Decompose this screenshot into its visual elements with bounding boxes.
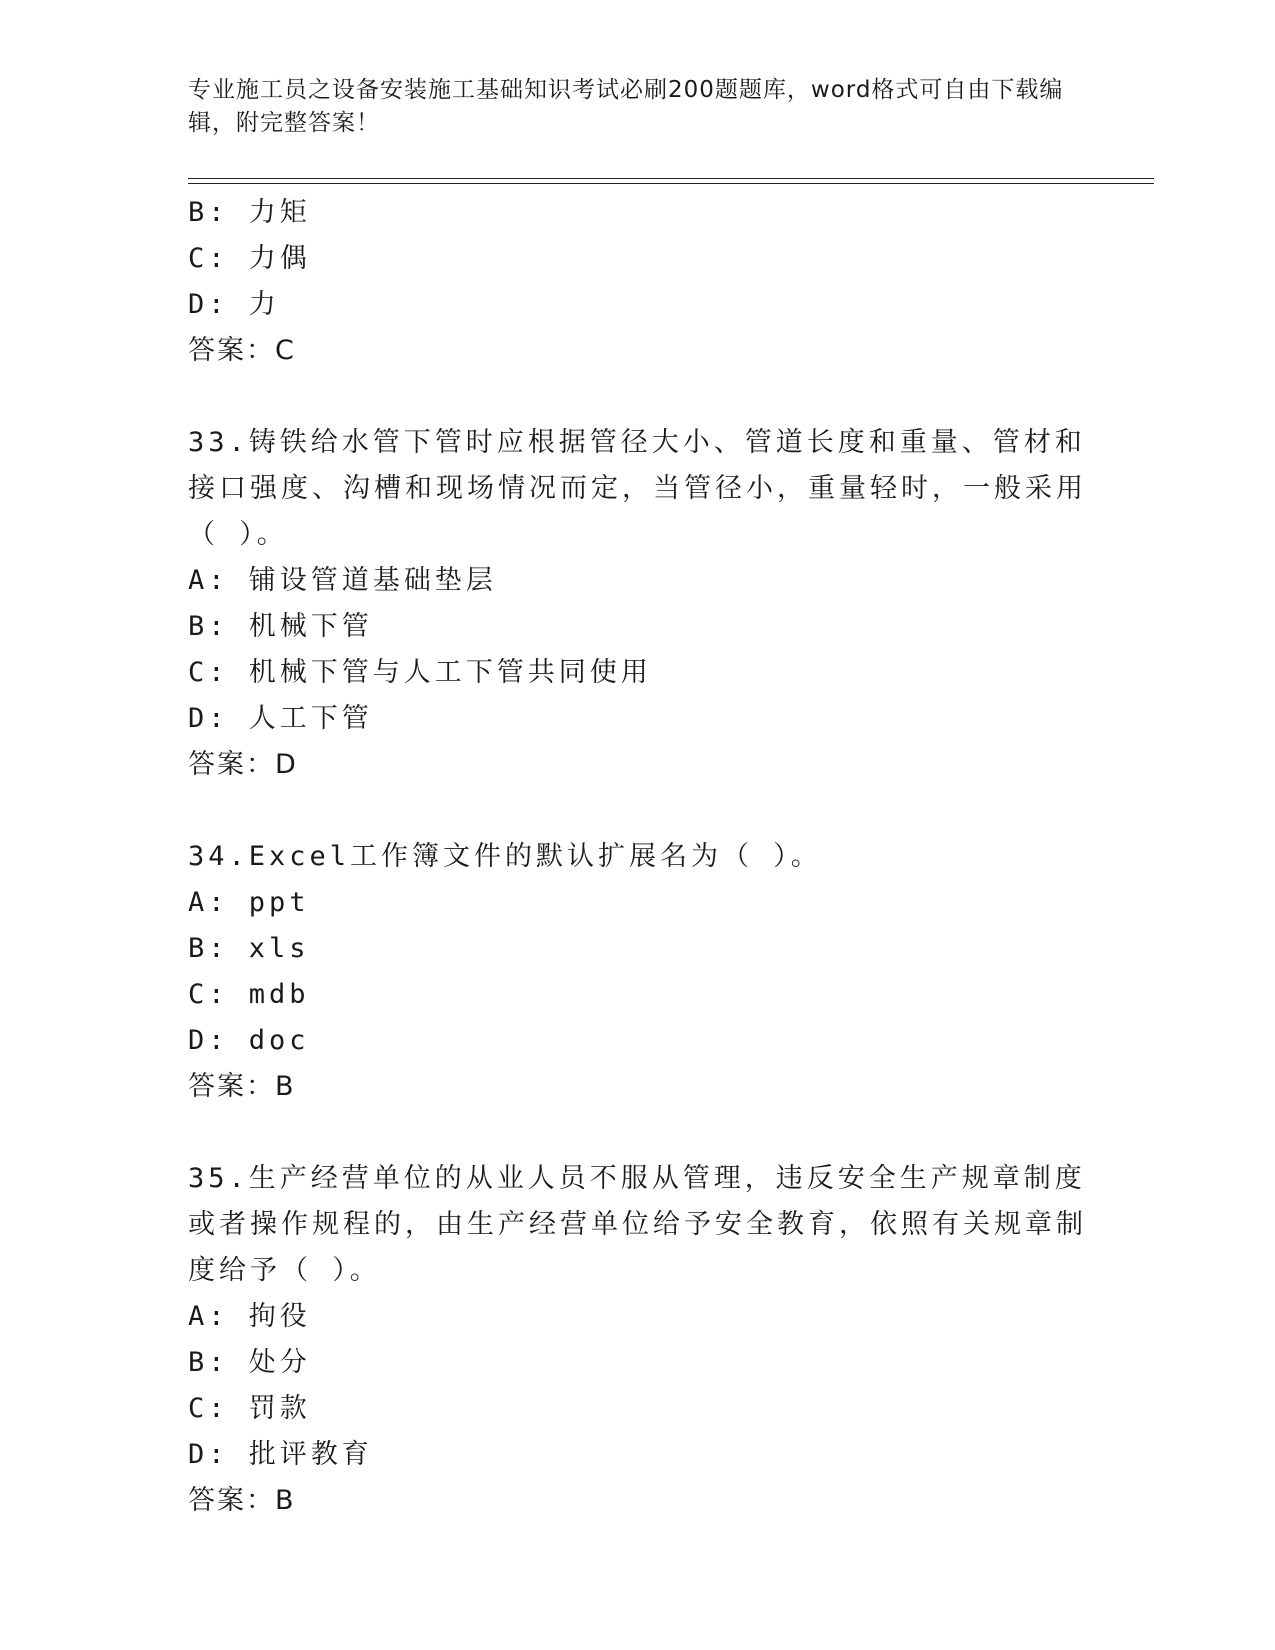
option-d: D: 力 [188, 289, 280, 320]
question-32-tail [188, 190, 1088, 374]
question-list [188, 190, 1088, 1524]
option-c: C: mdb [188, 979, 310, 1010]
spacer [188, 1110, 1088, 1156]
option-c: C: 力偶 [188, 243, 311, 274]
option-b: B: 处分 [188, 1347, 311, 1378]
option-d: D: 批评教育 [188, 1439, 373, 1470]
question-text: 33.铸铁给水管下管时应根据管径大小、管道长度和重量、管材和接口强度、沟槽和现场情况而定，当管径小，重量轻时，一般采用（ ）。 [188, 427, 1087, 550]
document-header: 专业施工员之设备安装施工基础知识考试必刷200题题库，word格式可自由下载编辑，附完整答案！ [188, 77, 1064, 136]
question-33 [188, 420, 1088, 788]
answer-line: 答案：B [188, 1485, 296, 1516]
option-b: B: 机械下管 [188, 611, 373, 642]
option-c: C: 罚款 [188, 1393, 311, 1424]
option-b: B: xls [188, 933, 310, 964]
answer-line: 答案：D [188, 749, 298, 780]
spacer [188, 374, 1088, 420]
option-c: C: 机械下管与人工下管共同使用 [188, 657, 652, 688]
question-text: 35.生产经营单位的从业人员不服从管理，违反安全生产规章制度或者操作规程的，由生产经营单位给予安全教育，依照有关规章制度给予（ ）。 [188, 1163, 1087, 1286]
header-divider-top [188, 178, 1154, 179]
option-d: D: 人工下管 [188, 703, 373, 734]
question-text: 34.Excel工作簿文件的默认扩展名为（ ）。 [188, 841, 822, 872]
option-a: A: 铺设管道基础垫层 [188, 565, 497, 596]
header-divider-bottom [188, 183, 1154, 184]
answer-line: 答案：B [188, 1071, 296, 1102]
option-a: A: ppt [188, 887, 310, 918]
option-a: A: 拘役 [188, 1301, 311, 1332]
question-34 [188, 834, 1088, 1110]
option-b: B: 力矩 [188, 197, 311, 228]
spacer [188, 788, 1088, 834]
question-35 [188, 1156, 1088, 1524]
answer-line: 答案：C [188, 335, 296, 366]
option-d: D: doc [188, 1025, 310, 1056]
